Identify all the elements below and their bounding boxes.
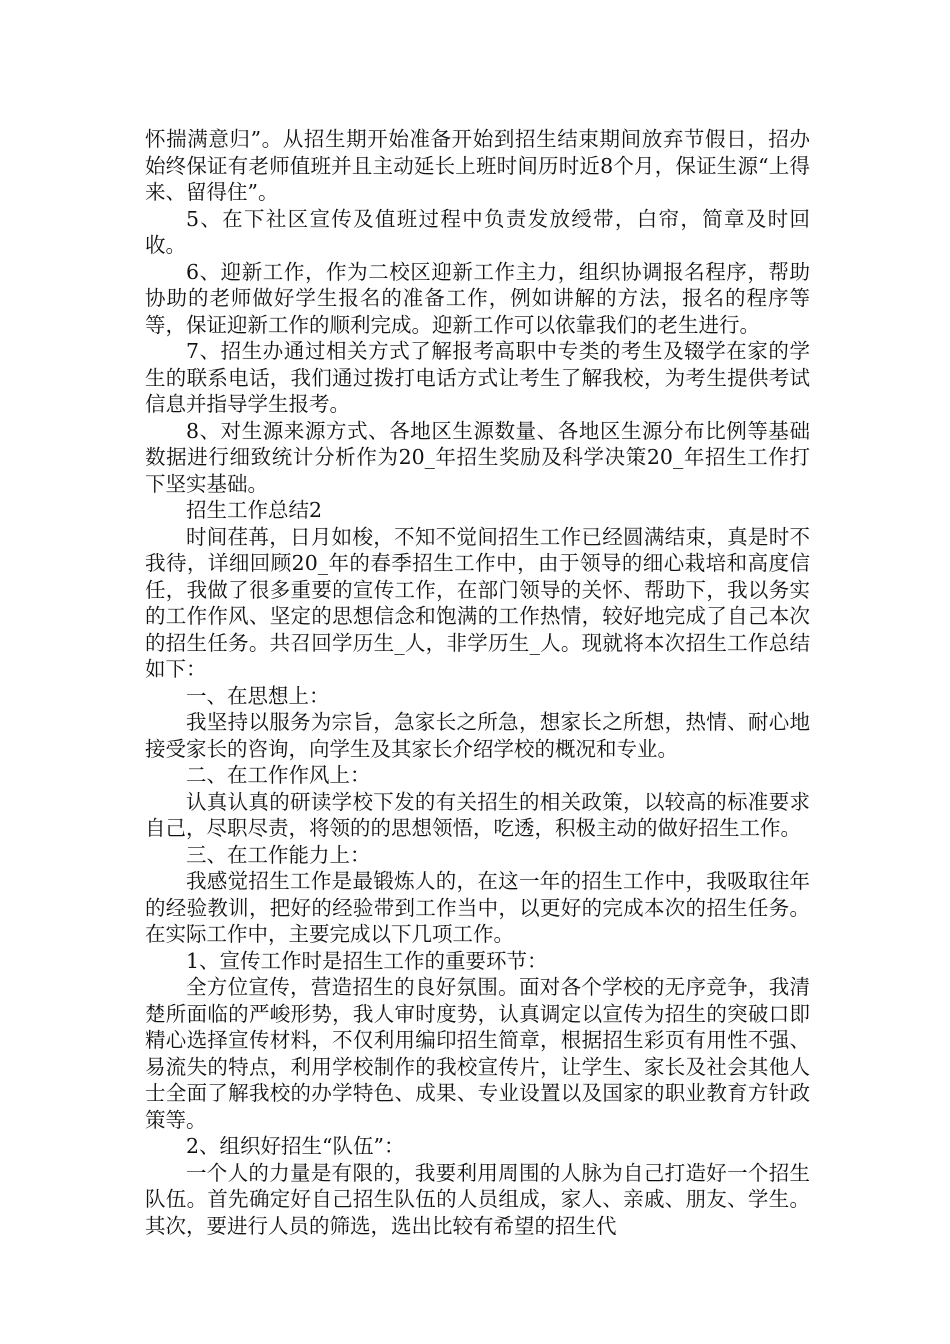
paragraph: 我坚持以服务为宗旨，急家长之所急，想家长之所想，热情、耐心地接受家长的咨询，向学生及其家长介绍学校的概况和专业。 [145, 710, 810, 761]
subheading: 三、在工作能力上： [186, 842, 371, 867]
paragraph: 一个人的力量是有限的，我要利用周围的人脉为自己打造好一个招生队伍。首先确定好自己招生队伍的人员组成，家人、亲戚、朋友、学生。其次，要进行人员的筛选，选出比较有希望的招生代 [145, 1160, 810, 1238]
subheading: 1、宣传工作时是招生工作的重要环节： [186, 948, 548, 973]
paragraph: 全方位宣传，营造招生的良好氛围。面对各个学校的无序竞争，我清楚所面临的严峻形势，我人审时度势，认真调定以宣传为招生的突破口即精心选择宣传材料，不仅利用编印招生简章，根据招生彩页有用性不强、易流失的特点，利用学校制作的我校宣传片，让学生、家长及社会其他人士全面了解我校的办学特色、成果、专业设置以及国家的职业教育方针政策等。 [145, 975, 810, 1132]
subheading: 二、在工作作风上： [186, 763, 371, 787]
paragraph: 时间荏苒，日月如梭，不知不觉间招生工作已经圆满结束，真是时不我待，详细回顾20_年的春季招生工作中，由于领导的细心栽培和高度信任，我做了很多重要的宣传工作，在部门领导的关怀、帮助下，我以务实的工作作风、坚定的思想信念和饱满的工作热情，较好地完成了自己本次的招生任务。共召回学历生_人，非学历生_人。现就将本次招生工作总结如下： [145, 524, 810, 681]
subheading: 2、组织好招生“队伍”： [186, 1134, 405, 1158]
paragraph: 6、迎新工作，作为二校区迎新工作主力，组织协调报名程序，帮助协助的老师做好学生报名的准备工作，例如讲解的方法，报名的程序等等，保证迎新工作的顺利完成。迎新工作可以依靠我们的老生进行。 [145, 259, 810, 337]
section-heading: 招生工作总结2 [186, 498, 323, 522]
paragraph: 8、对生源来源方式、各地区生源数量、各地区生源分布比例等基础数据进行细致统计分析作为20_年招生奖励及科学决策20_年招生工作打下坚实基础。 [145, 418, 810, 496]
paragraph: 我感觉招生工作是最锻炼人的，在这一年的招生工作中，我吸取往年的经验教训，把好的经验带到工作当中，以更好的完成本次的招生任务。在实际工作中，主要完成以下几项工作。 [145, 869, 810, 946]
document-page [145, 126, 810, 1239]
subheading: 一、在思想上： [186, 683, 330, 708]
paragraph: 认真认真的研读学校下发的有关招生的相关政策，以较高的标准要求自己，尽职尽责，将领的的思想领悟，吃透，积极主动的做好招生工作。 [145, 789, 810, 840]
paragraph: 7、招生办通过相关方式了解报考高职中专类的考生及辍学在家的学生的联系电话，我们通过拨打电话方式让考生了解我校，为考生提供考试信息并指导学生报考。 [145, 339, 810, 416]
paragraph: 怀揣满意归”。从招生期开始准备开始到招生结束期间放弃节假日，招办始终保证有老师值班并且主动延长上班时间历时近8个月，保证生源“上得来、留得住”。 [145, 127, 810, 204]
paragraph: 5、在下社区宣传及值班过程中负责发放绶带，白帘，简章及时回收。 [145, 206, 810, 257]
